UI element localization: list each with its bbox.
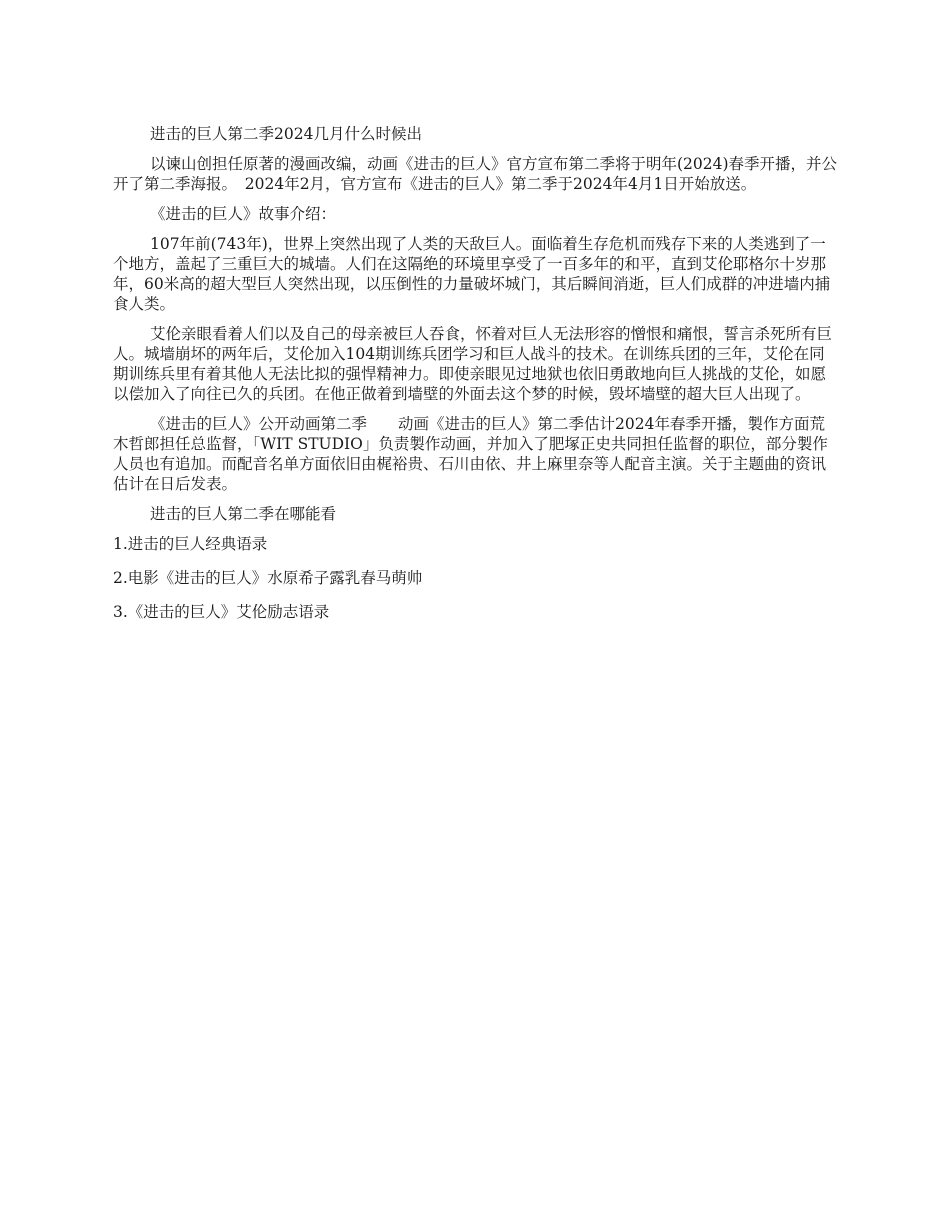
paragraph-season-two: 《进击的巨人》公开动画第二季 动画《进击的巨人》第二季估计2024年春季开播，製作方面荒木哲郎担任总监督，「WIT STUDIO」负责製作动画，并加入了肥塚正史共同担任监督的职位，部分製作人员也有追加。而配音名单方面依旧由梶裕贵、石川由依、井上麻里奈等人配音主演。关于主题曲的资讯估计在日后发表。 — [113, 415, 828, 493]
paragraph-story-heading: 《进击的巨人》故事介绍： — [150, 205, 337, 223]
paragraph-story: 107年前(743年)，世界上突然出现了人类的天敌巨人。面临着生存危机而残存下来的人类逃到了一个地方，盖起了三重巨大的城墙。人们在这隔绝的环境里享受了一百多年的和平，直到艾伦耶格尔十岁那年，60米高的超大型巨人突然出现，以压倒性的力量破坏城门，其后瞬间消逝，巨人们成群的冲进墙内捕食人类。 — [113, 235, 831, 313]
paragraph-intro: 以谏山创担任原著的漫画改编，动画《进击的巨人》官方宣布第二季将于明年(2024)春季开播，并公开了第二季海报。 2024年2月，官方宣布《进击的巨人》第二季于2024年4月1日开始放送。 — [113, 155, 838, 193]
list-item: 1.进击的巨人经典语录 — [113, 535, 268, 553]
document-title: 进击的巨人第二季2024几月什么时候出 — [150, 125, 422, 143]
paragraph-where-to-watch: 进击的巨人第二季在哪能看 — [150, 505, 337, 523]
document-page — [113, 124, 840, 636]
paragraph-eren: 艾伦亲眼看着人们以及自己的母亲被巨人吞食，怀着对巨人无法形容的憎恨和痛恨，誓言杀死所有巨人。城墙崩坏的两年后，艾伦加入104期训练兵团学习和巨人战斗的技术。在训练兵团的三年，艾伦在同期训练兵里有着其他人无法比拟的强悍精神力。即使亲眼见过地狱也依旧勇敢地向巨人挑战的艾伦，如愿以偿加入了向往已久的兵团。在他正做着到墙壁的外面去这个梦的时候，毁坏墙壁的超大巨人出现了。 — [113, 325, 833, 403]
list-item: 2.电影《进击的巨人》水原希子露乳春马萌帅 — [113, 569, 423, 587]
list-item: 3.《进击的巨人》艾伦励志语录 — [113, 603, 330, 621]
